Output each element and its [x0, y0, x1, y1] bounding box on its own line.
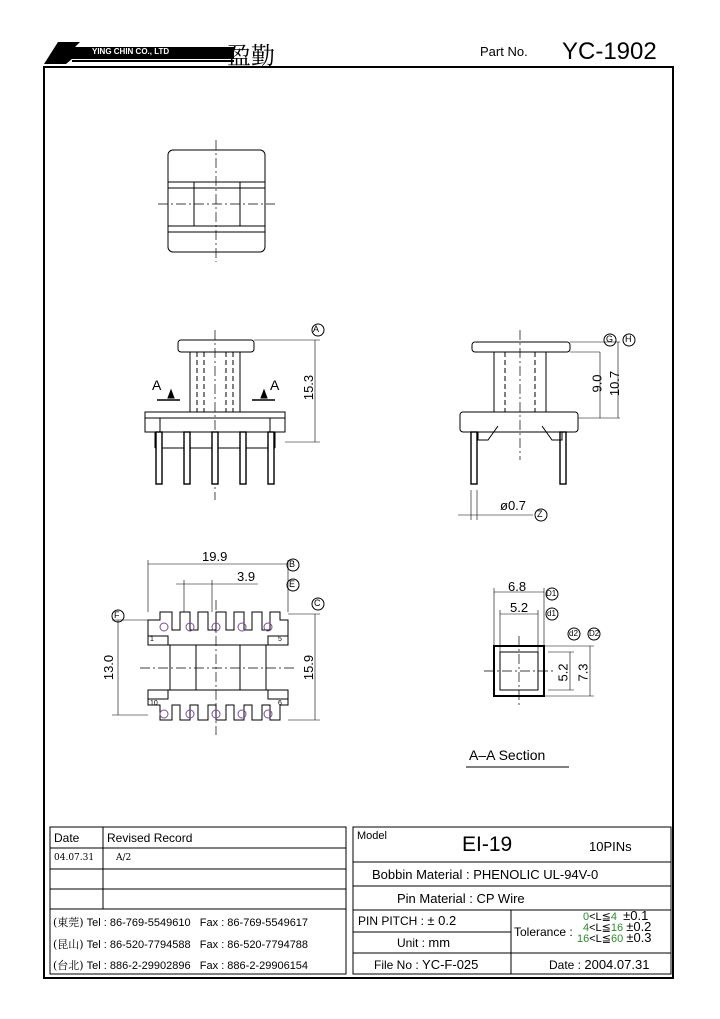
model-value: EI-19	[462, 833, 513, 856]
dim-15-9: 15.9	[301, 654, 317, 681]
top-view	[158, 140, 275, 262]
dim-6-8: 6.8	[508, 579, 527, 594]
file-no-label: File No :	[374, 958, 419, 972]
dim-label-f: F	[114, 610, 120, 620]
dim-0-7: ø0.7	[500, 498, 527, 513]
tolerance-lower: 0	[583, 911, 590, 923]
contact-fax: Fax : 86-769-5549617	[199, 917, 309, 929]
contact-fax: Fax : 86-520-7794788	[199, 939, 309, 951]
model-label: Model	[357, 830, 387, 842]
tolerance-upper: 4	[610, 911, 618, 923]
date-row	[549, 957, 649, 972]
pin-number-5: 5	[278, 636, 282, 643]
pin-material-value: CP Wire	[476, 891, 525, 906]
tolerance-row	[577, 932, 652, 945]
contact-location: (台北)	[53, 959, 84, 972]
contact-fax: Fax : 886-2-29906154	[199, 960, 309, 972]
date-value: 2004.07.31	[584, 957, 650, 972]
tolerance-operator: <L≦	[589, 922, 611, 934]
dim-label-d2-lower: d2	[569, 629, 578, 638]
contact-tel: Tel : 86-520-7794588	[86, 939, 191, 951]
dim-label-d1-lower: d1	[547, 609, 556, 618]
tolerance-lower: 4	[583, 922, 590, 934]
contact-location: (昆山)	[53, 938, 84, 951]
dim-5-2-width: 5.2	[510, 600, 529, 615]
dim-10-7: 10.7	[607, 370, 623, 397]
pin-pitch-label: PIN PITCH :	[358, 914, 425, 928]
dim-5-2-height: 5.2	[555, 663, 571, 682]
contact-tel: Tel : 886-2-29902896	[86, 960, 191, 972]
company-name-cn: 盈勤	[227, 42, 275, 70]
contact-tel: Tel : 86-769-5549610	[86, 917, 191, 929]
dim-13-0: 13.0	[101, 654, 117, 681]
revision-date: 04.07.31	[54, 853, 95, 863]
tolerance-upper: 60	[611, 933, 624, 945]
front-pins	[156, 432, 274, 484]
dim-label-d2-upper: D2	[589, 629, 600, 638]
unit-row	[397, 935, 450, 950]
tolerance-lower: 16	[577, 933, 590, 945]
part-no-label: Part No.	[480, 44, 528, 59]
side-view	[458, 330, 635, 521]
dim-19-9: 19.9	[202, 549, 228, 564]
bobbin-material-label: Bobbin Material :	[372, 867, 470, 882]
dim-3-9: 3.9	[237, 569, 256, 584]
pin-pitch-value: ± 0.2	[427, 913, 457, 928]
pin-material-row	[397, 891, 525, 906]
pin-number-10: 10	[150, 700, 158, 707]
pin-material-label: Pin Material :	[397, 891, 473, 906]
bobbin-material-value: PHENOLIC UL-94V-0	[473, 867, 599, 882]
revision-header-record: Revised Record	[107, 831, 193, 845]
tolerance-upper: 16	[610, 922, 624, 934]
file-no-value: YC-F-025	[422, 957, 479, 972]
tolerance-operator: <L≦	[589, 911, 611, 923]
section-title: A–A Section	[469, 747, 546, 763]
dim-15-3: 15.3	[301, 374, 317, 401]
unit-value: mm	[428, 935, 451, 950]
part-no: YC-1902	[562, 38, 657, 65]
dim-label-a: A	[313, 324, 320, 334]
company-name-en: YING CHIN CO., LTD	[92, 47, 170, 56]
tolerance-value: ±0.2	[626, 919, 652, 934]
pin-count: 10PINs	[589, 839, 632, 854]
dim-label-c: C	[314, 598, 321, 608]
tolerance-value: ±0.1	[623, 908, 649, 923]
contact-row	[53, 957, 308, 973]
dim-label-h: H	[625, 334, 632, 344]
dim-label-e: E	[289, 579, 296, 589]
bobbin-material-row	[372, 867, 598, 882]
section-mark-right: A	[270, 377, 280, 393]
section-mark-left: A	[152, 377, 162, 393]
pin-number-1: 1	[150, 636, 154, 643]
front-view	[145, 324, 324, 500]
unit-label: Unit :	[397, 936, 426, 950]
contact-location: (東莞)	[53, 916, 84, 929]
revision-record: A/2	[116, 853, 132, 863]
dim-label-d1-upper: D1	[546, 589, 557, 598]
dim-9-0: 9.0	[589, 374, 605, 393]
dim-label-b: B	[289, 559, 296, 569]
pin-pitch-row	[358, 913, 456, 928]
tolerance-label: Tolerance :	[514, 925, 573, 939]
dim-label-z: Z	[537, 509, 543, 519]
date-label: Date :	[549, 958, 582, 972]
file-no-row	[374, 957, 478, 972]
contact-row	[53, 936, 308, 952]
dim-label-g: G	[606, 334, 614, 344]
tolerance-value: ±0.3	[626, 930, 652, 945]
revision-header-date: Date	[54, 831, 80, 845]
contact-row	[53, 914, 308, 930]
pin-number-6: 6	[278, 700, 282, 707]
tolerance-operator: <L≦	[589, 933, 612, 945]
dim-7-3: 7.3	[575, 663, 591, 682]
